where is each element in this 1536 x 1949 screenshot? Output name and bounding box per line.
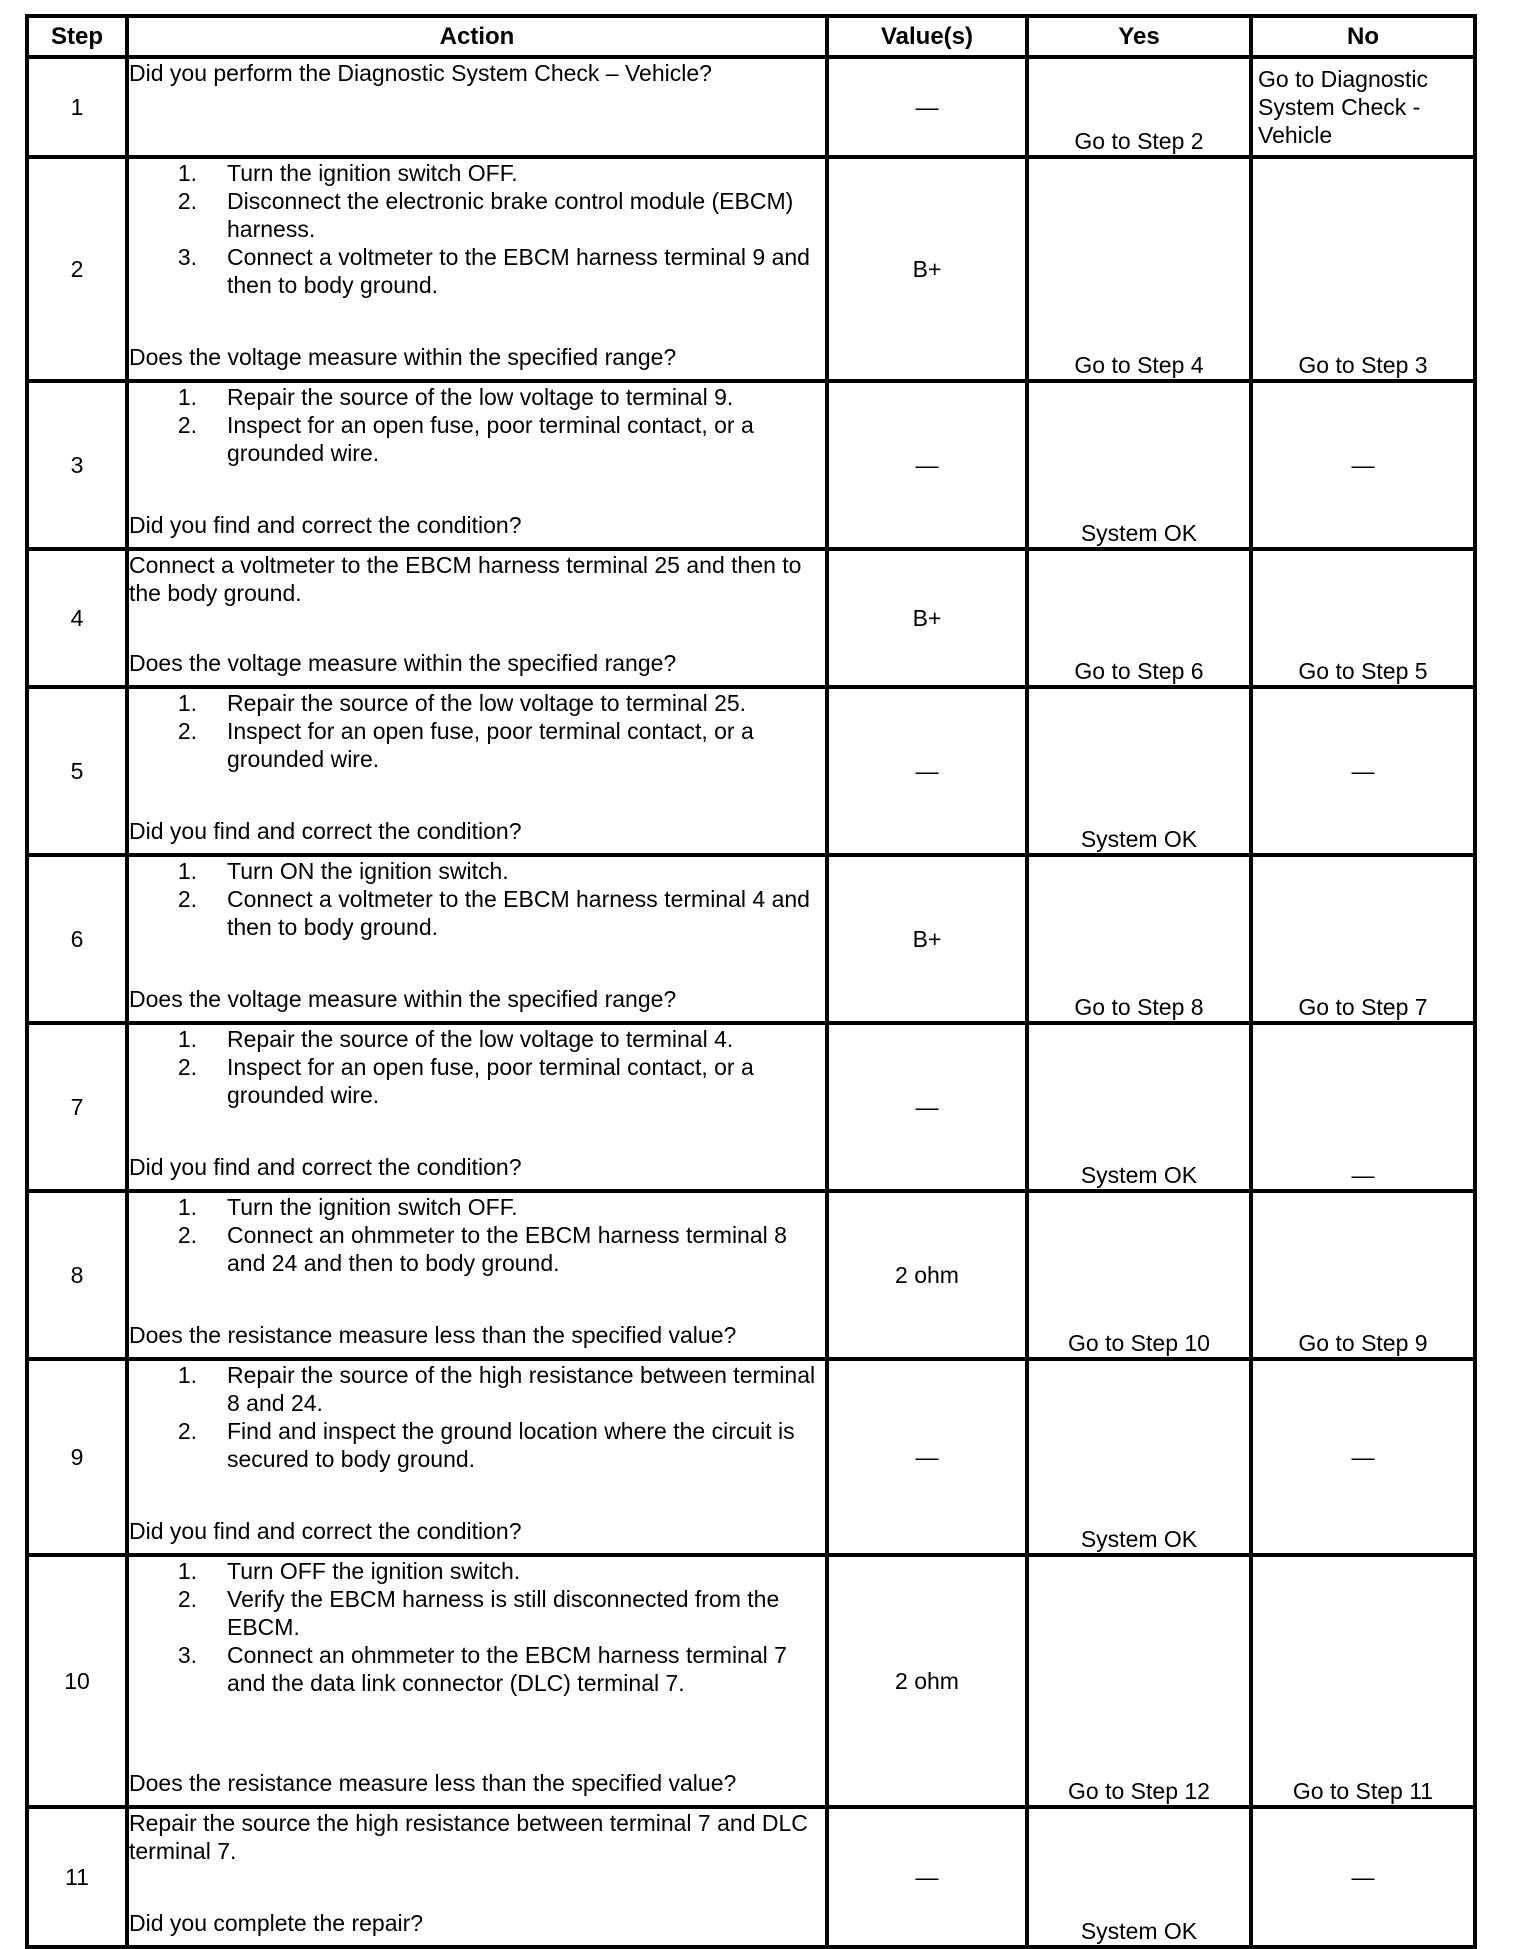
yes-cell: Go to Step 2 xyxy=(1027,57,1251,157)
header-row xyxy=(27,16,1475,57)
list-item-number: 1. xyxy=(177,1558,197,1584)
action-cell xyxy=(127,57,827,157)
value-cell: — xyxy=(827,1023,1027,1191)
action-steps-list xyxy=(129,1361,825,1473)
list-item-number: 2. xyxy=(177,188,197,214)
action-question: Does the resistance measure less than the specified value? xyxy=(129,1770,737,1796)
action-question: Does the voltage measure within the specified range? xyxy=(129,986,677,1012)
action-steps-list xyxy=(129,1025,825,1109)
list-item xyxy=(129,383,825,411)
yes-cell: System OK xyxy=(1027,687,1251,855)
value-cell: — xyxy=(827,57,1027,157)
list-item-text: Repair the source of the low voltage to terminal 25. xyxy=(227,690,747,716)
list-item xyxy=(129,1585,825,1641)
no-cell: Go to Step 11 xyxy=(1251,1555,1475,1807)
action-question: Did you find and correct the condition? xyxy=(129,1518,522,1544)
list-item xyxy=(129,1641,825,1697)
no-cell: — xyxy=(1251,687,1475,855)
yes-cell: System OK xyxy=(1027,1807,1251,1947)
value-cell: — xyxy=(827,1807,1027,1947)
action-question: Did you find and correct the condition? xyxy=(129,818,522,844)
list-item xyxy=(129,1417,825,1473)
value-cell: B+ xyxy=(827,549,1027,687)
list-item-number: 2. xyxy=(177,1054,197,1080)
list-item-number: 1. xyxy=(177,1194,197,1220)
step-number: 3 xyxy=(27,381,127,549)
list-item-text: Connect an ohmmeter to the EBCM harness terminal 7 and the data link connector (DLC) terminal 7. xyxy=(227,1642,787,1696)
action-cell xyxy=(127,1555,827,1807)
table-row xyxy=(27,1555,1475,1807)
no-cell: Go to Diagnostic System Check - Vehicle xyxy=(1251,57,1475,157)
list-item-text: Connect a voltmeter to the EBCM harness terminal 9 and then to body ground. xyxy=(227,244,810,298)
list-item xyxy=(129,159,825,187)
list-item-text: Turn OFF the ignition switch. xyxy=(227,1558,521,1584)
list-item-number: 2. xyxy=(177,886,197,912)
list-item-number: 1. xyxy=(177,858,197,884)
action-steps-list xyxy=(129,1557,825,1697)
table-row xyxy=(27,1191,1475,1359)
list-item-text: Inspect for an open fuse, poor terminal contact, or a grounded wire. xyxy=(227,1054,754,1108)
step-number: 5 xyxy=(27,687,127,855)
step-number: 8 xyxy=(27,1191,127,1359)
list-item xyxy=(129,1557,825,1585)
list-item-text: Turn the ignition switch OFF. xyxy=(227,1194,518,1220)
action-question: Does the voltage measure within the specified range? xyxy=(129,344,677,370)
table-row xyxy=(27,549,1475,687)
action-steps-list xyxy=(129,1193,825,1277)
header-yes: Yes xyxy=(1027,16,1251,57)
no-cell: — xyxy=(1251,381,1475,549)
list-item-number: 1. xyxy=(177,160,197,186)
list-item-text: Repair the source of the low voltage to terminal 9. xyxy=(227,384,734,410)
table-row xyxy=(27,1359,1475,1555)
list-item-number: 2. xyxy=(177,1418,197,1444)
action-text: Repair the source the high resistance between terminal 7 and DLC terminal 7. xyxy=(129,1810,808,1864)
action-text: Did you perform the Diagnostic System Check – Vehicle? xyxy=(129,60,712,86)
list-item-number: 3. xyxy=(177,1642,197,1668)
no-cell: — xyxy=(1251,1359,1475,1555)
no-cell: — xyxy=(1251,1807,1475,1947)
table-row xyxy=(27,381,1475,549)
yes-cell: System OK xyxy=(1027,1023,1251,1191)
no-cell: Go to Step 7 xyxy=(1251,855,1475,1023)
list-item-number: 2. xyxy=(177,1586,197,1612)
yes-cell: Go to Step 10 xyxy=(1027,1191,1251,1359)
list-item-text: Turn ON the ignition switch. xyxy=(227,858,509,884)
action-cell xyxy=(127,687,827,855)
action-question: Did you find and correct the condition? xyxy=(129,1154,522,1180)
table-row xyxy=(27,57,1475,157)
list-item-number: 1. xyxy=(177,1362,197,1388)
header-no: No xyxy=(1251,16,1475,57)
yes-cell: System OK xyxy=(1027,1359,1251,1555)
action-cell xyxy=(127,1359,827,1555)
header-step: Step xyxy=(27,16,127,57)
list-item-number: 2. xyxy=(177,718,197,744)
list-item xyxy=(129,1025,825,1053)
table-row xyxy=(27,1807,1475,1947)
list-item-text: Repair the source of the high resistance between terminal 8 and 24. xyxy=(227,1362,816,1416)
table-row xyxy=(27,687,1475,855)
value-cell: — xyxy=(827,1359,1027,1555)
step-number: 1 xyxy=(27,57,127,157)
value-cell: 2 ohm xyxy=(827,1191,1027,1359)
step-number: 6 xyxy=(27,855,127,1023)
list-item xyxy=(129,689,825,717)
value-cell: 2 ohm xyxy=(827,1555,1027,1807)
list-item-text: Connect an ohmmeter to the EBCM harness terminal 8 and 24 and then to body ground. xyxy=(227,1222,787,1276)
list-item-number: 3. xyxy=(177,244,197,270)
list-item xyxy=(129,1193,825,1221)
action-cell xyxy=(127,1807,827,1947)
action-steps-list xyxy=(129,383,825,467)
yes-cell: Go to Step 12 xyxy=(1027,1555,1251,1807)
value-cell: — xyxy=(827,687,1027,855)
table-row xyxy=(27,157,1475,381)
list-item-text: Verify the EBCM harness is still disconnected from the EBCM. xyxy=(227,1586,780,1640)
step-number: 10 xyxy=(27,1555,127,1807)
list-item-number: 1. xyxy=(177,1026,197,1052)
list-item-text: Turn the ignition switch OFF. xyxy=(227,160,518,186)
value-cell: B+ xyxy=(827,855,1027,1023)
header-values: Value(s) xyxy=(827,16,1027,57)
action-cell xyxy=(127,157,827,381)
list-item-number: 2. xyxy=(177,1222,197,1248)
step-number: 2 xyxy=(27,157,127,381)
list-item xyxy=(129,857,825,885)
table-row xyxy=(27,1023,1475,1191)
no-cell: Go to Step 9 xyxy=(1251,1191,1475,1359)
list-item-number: 2. xyxy=(177,412,197,438)
list-item xyxy=(129,885,825,941)
list-item xyxy=(129,243,825,299)
no-cell: Go to Step 5 xyxy=(1251,549,1475,687)
list-item-text: Inspect for an open fuse, poor terminal contact, or a grounded wire. xyxy=(227,718,754,772)
step-number: 11 xyxy=(27,1807,127,1947)
yes-cell: Go to Step 8 xyxy=(1027,855,1251,1023)
action-question: Does the resistance measure less than the specified value? xyxy=(129,1322,737,1348)
list-item-text: Disconnect the electronic brake control module (EBCM) harness. xyxy=(227,188,794,242)
action-cell xyxy=(127,855,827,1023)
header-action: Action xyxy=(127,16,827,57)
list-item xyxy=(129,187,825,243)
list-item-text: Inspect for an open fuse, poor terminal contact, or a grounded wire. xyxy=(227,412,754,466)
action-cell xyxy=(127,1191,827,1359)
table-row xyxy=(27,855,1475,1023)
action-cell xyxy=(127,1023,827,1191)
list-item-text: Connect a voltmeter to the EBCM harness terminal 4 and then to body ground. xyxy=(227,886,810,940)
yes-cell: System OK xyxy=(1027,381,1251,549)
value-cell: — xyxy=(827,381,1027,549)
list-item-number: 1. xyxy=(177,384,197,410)
action-cell xyxy=(127,549,827,687)
list-item xyxy=(129,411,825,467)
list-item xyxy=(129,1361,825,1417)
action-text: Connect a voltmeter to the EBCM harness terminal 25 and then to the body ground. xyxy=(129,552,802,606)
yes-cell: Go to Step 6 xyxy=(1027,549,1251,687)
diagnostic-table xyxy=(25,14,1477,1949)
no-cell: Go to Step 3 xyxy=(1251,157,1475,381)
list-item xyxy=(129,717,825,773)
action-steps-list xyxy=(129,857,825,941)
yes-cell: Go to Step 4 xyxy=(1027,157,1251,381)
list-item-number: 1. xyxy=(177,690,197,716)
list-item-text: Repair the source of the low voltage to terminal 4. xyxy=(227,1026,734,1052)
value-cell: B+ xyxy=(827,157,1027,381)
list-item xyxy=(129,1053,825,1109)
list-item-text: Find and inspect the ground location where the circuit is secured to body ground. xyxy=(227,1418,795,1472)
action-question: Did you find and correct the condition? xyxy=(129,512,522,538)
action-question: Did you complete the repair? xyxy=(129,1910,424,1936)
step-number: 4 xyxy=(27,549,127,687)
step-number: 9 xyxy=(27,1359,127,1555)
list-item xyxy=(129,1221,825,1277)
action-steps-list xyxy=(129,159,825,299)
action-steps-list xyxy=(129,689,825,773)
action-cell xyxy=(127,381,827,549)
step-number: 7 xyxy=(27,1023,127,1191)
no-cell: — xyxy=(1251,1023,1475,1191)
action-question: Does the voltage measure within the specified range? xyxy=(129,650,677,676)
